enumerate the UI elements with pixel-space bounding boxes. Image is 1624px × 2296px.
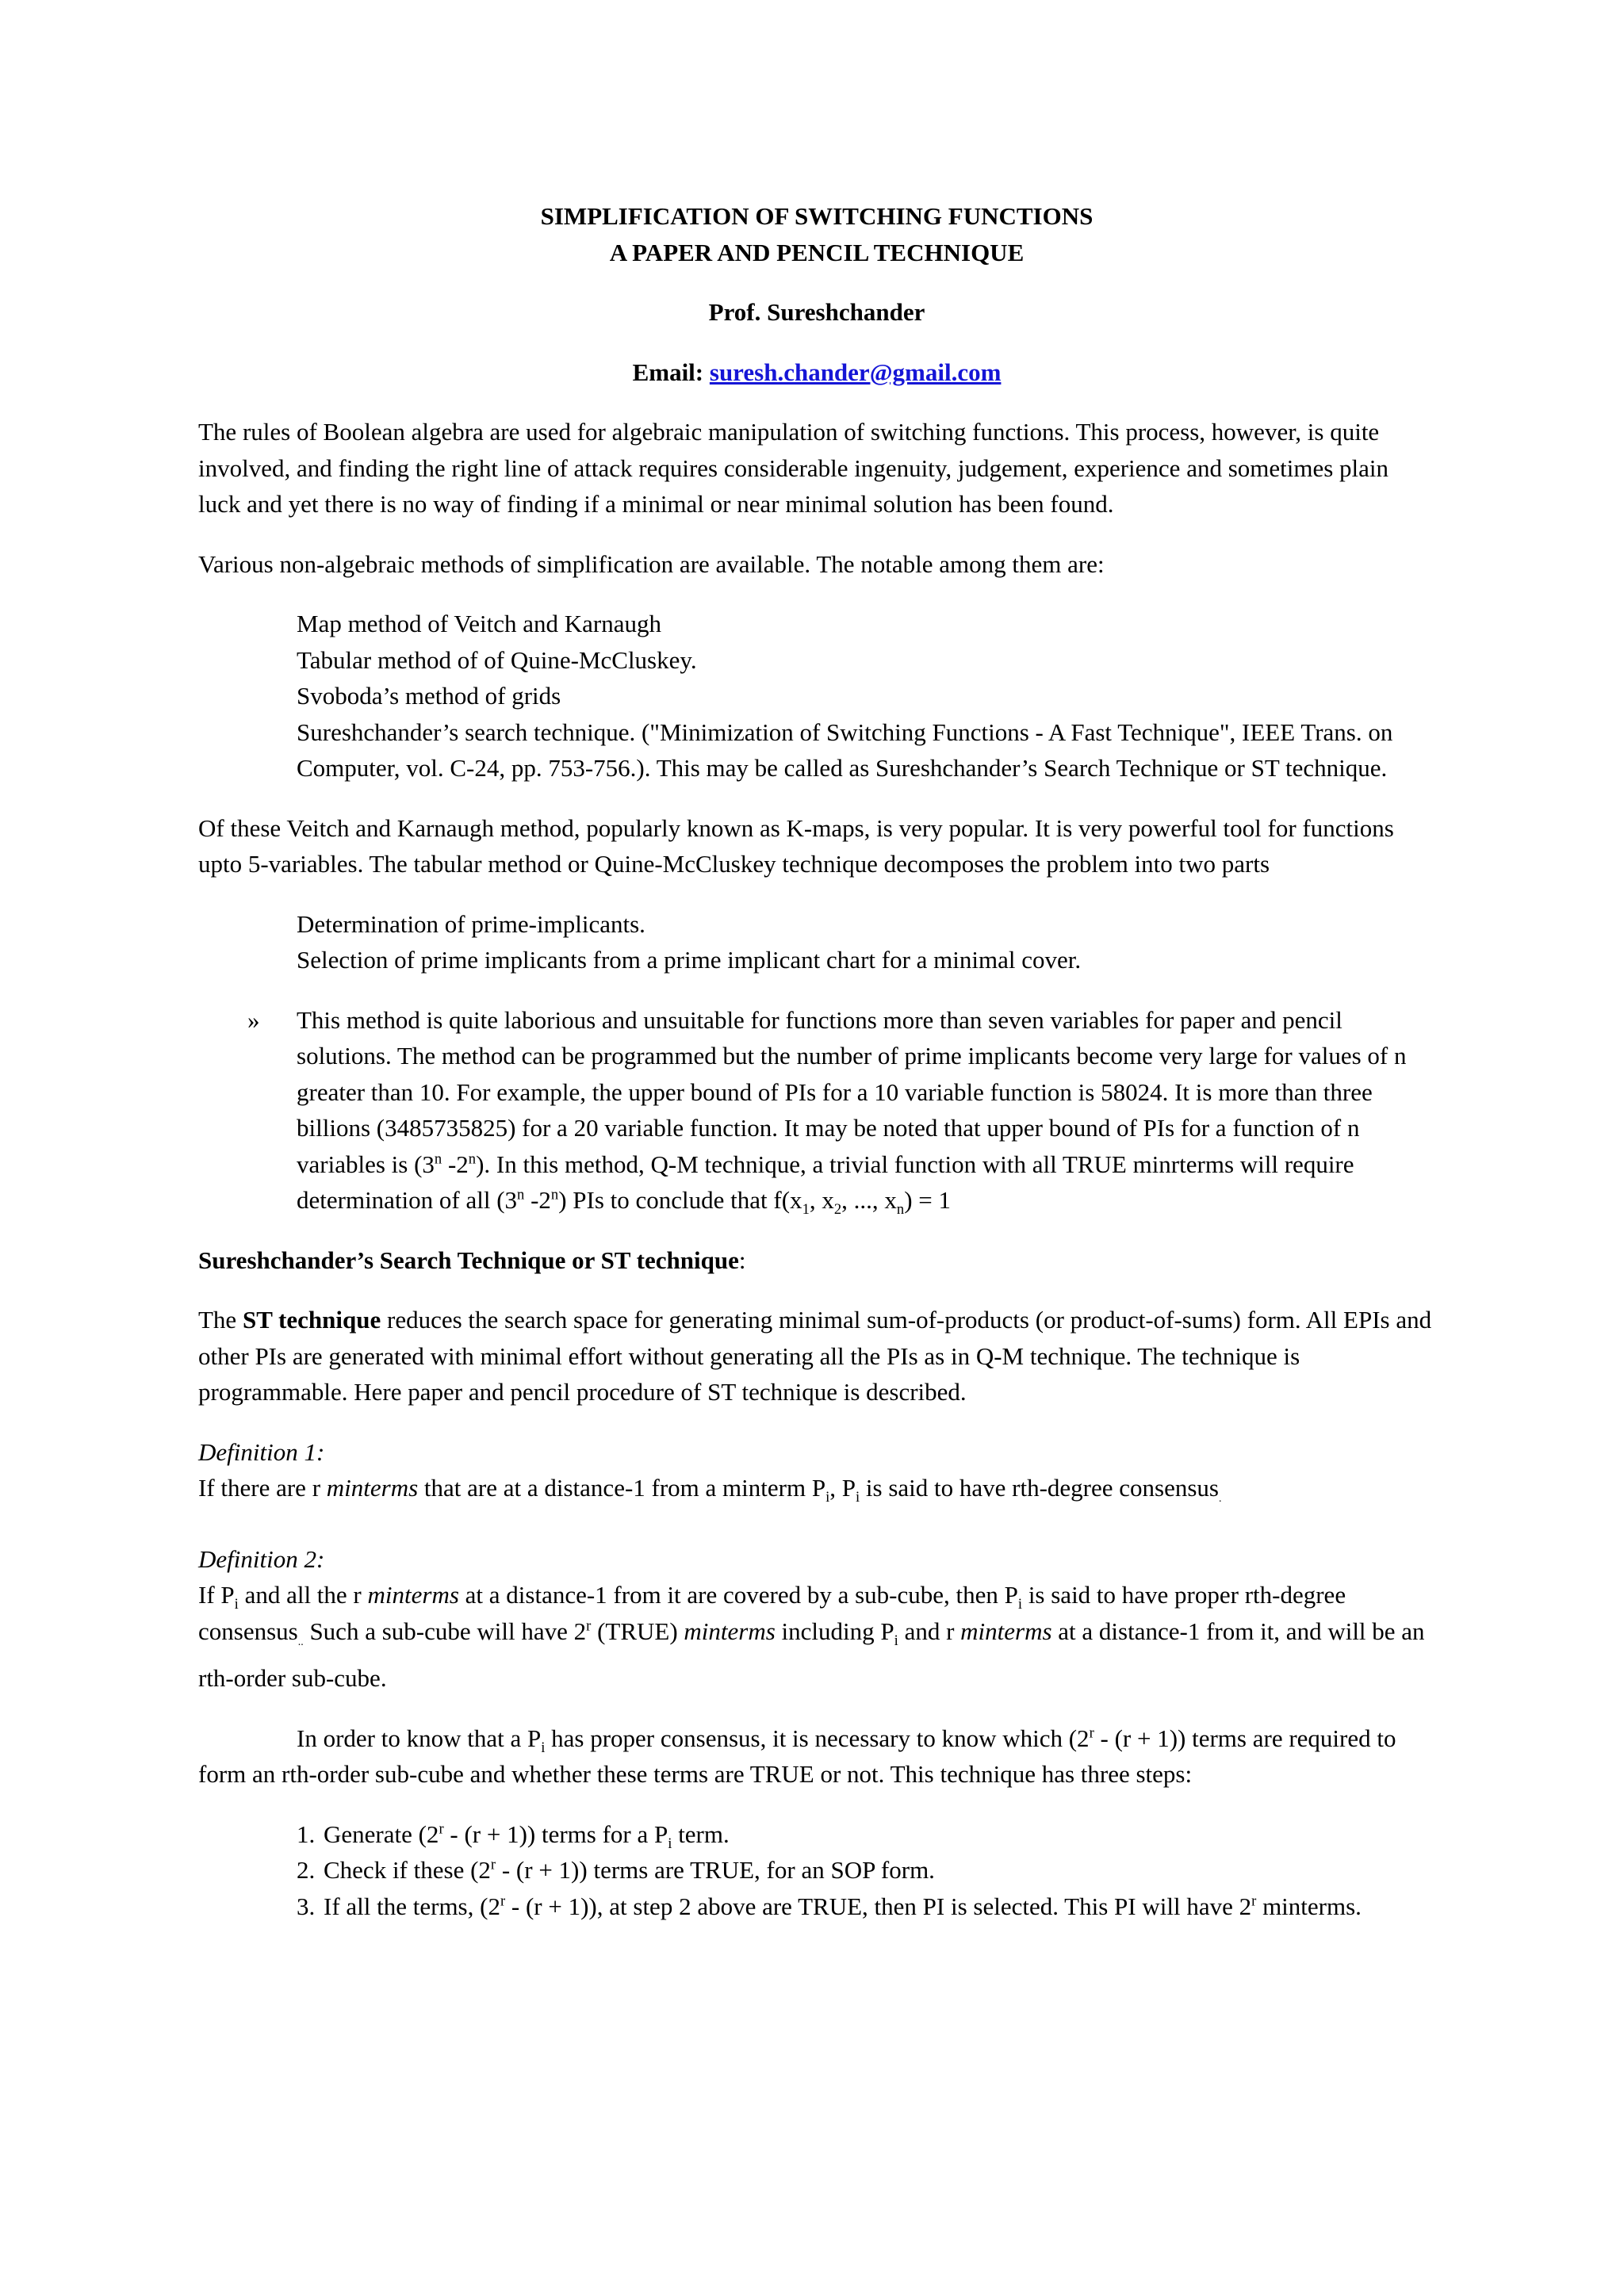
- methods-list: [297, 606, 1435, 786]
- email-link[interactable]: suresh.chander@gmail.com: [709, 358, 1002, 386]
- step-item: 2. Check if these (2$^r$ - (r + 1)) terms are TRUE, for an SOP form.: [297, 1856, 935, 1885]
- definition-2-text: If $P_i$ and all the r minterms at a distance-1 from it are covered by a sub-cube, then $P_i$ is said to have proper rth-degree consensus$_{..}$ Such a sub-cube will have 2$^r$ (TRUE) minterms including $P_i$ and r minterms at a distance-1 from it, and will be an rth-order sub-cube.: [198, 1581, 1425, 1693]
- definition-2-title: Definition 2:: [198, 1544, 325, 1573]
- document-page: [198, 198, 1435, 1924]
- qm-drawback-bullet: [247, 1002, 1435, 1219]
- method-item: Map method of Veitch and Karnaugh: [297, 610, 662, 637]
- intro-paragraph-1: The rules of Boolean algebra are used for algebraic manipulation of switching functions. This process, however, is quite involved, and finding the right line of attack requires considerable ingenuity, judgement, experience and sometimes plain luck and yet there is no way of finding if a minimal or near minimal solution has been found.: [198, 418, 1389, 518]
- steps-list: [198, 1816, 1435, 1925]
- title-line-1: SIMPLIFICATION OF SWITCHING FUNCTIONS: [540, 202, 1094, 230]
- definition-1-title: Definition 1:: [198, 1437, 325, 1466]
- author-email-line: [198, 354, 1435, 391]
- qm-part-item: Determination of prime-implicants.: [297, 909, 645, 938]
- definition-1-text: If there are r minterms that are at a distance-1 from a minterm $P_i$, $P_i$ is said to have rth-degree consensus$_.$: [198, 1474, 1222, 1506]
- proper-consensus-paragraph: In order to know that a $P_i$ has proper consensus, it is necessary to know which (2$^r$ - (r + 1)) terms are required to form an rth-order sub-cube and whether these terms are TRUE or not. This technique has three steps:: [198, 1724, 1396, 1789]
- qm-parts-list: [297, 906, 1435, 978]
- step-item: 1. Generate (2$^r$ - (r + 1)) terms for a $P_i$ term.: [297, 1820, 730, 1853]
- email-label: Email:: [632, 358, 704, 386]
- st-paragraph: The ST technique reduces the search space for generating minimal sum-of-products (or product-of-sums) form. All EPIs and other PIs are generated with minimal effort without generating all the PIs as in Q-M technique. The technique is programmable. Here paper and pencil procedure of ST technique is described.: [198, 1306, 1432, 1406]
- intro-paragraph-2: Various non-algebraic methods of simplification are available. The notable among them are:: [198, 549, 1105, 578]
- author-name: Prof. Sureshchander: [708, 298, 925, 326]
- kmap-paragraph: Of these Veitch and Karnaugh method, popularly known as K-maps, is very popular. It is very powerful tool for functions upto 5-variables. The tabular method or Quine-McCluskey technique decomposes the problem into two parts: [198, 813, 1394, 878]
- paper-title: [198, 198, 1435, 270]
- title-line-2: A PAPER AND PENCIL TECHNIQUE: [609, 238, 1025, 266]
- definition-1: [198, 1434, 1435, 1517]
- bullet-text: This method is quite laborious and unsuitable for functions more than seven variables for paper and pencil solutions. The method can be programmed but the number of prime implicants become very large for values of n greater than 10. For example, the upper bound of PIs for a 10 variable function is 58024. It is more than three billions (3485735825) for a 20 variable function. It may be noted that upper bound of PIs for a function of n variables is (3$^n$ -2$^n$). In this method, Q-M technique, a trivial function with all TRUE minrterms will require determination of all (3$^n$ -2$^n$) PIs to conclude that $f(x_1$, $x_2$, ..., $x_n) = 1$: [297, 1005, 1407, 1219]
- bullet-marker: »: [247, 1005, 260, 1034]
- step-item: 3. If all the terms, (2$^r$ - (r + 1)), at step 2 above are TRUE, then PI is selected. This PI will have 2$^r$ minterms.: [297, 1892, 1362, 1920]
- method-item: Svoboda’s method of grids: [297, 682, 561, 710]
- method-item: Sureshchander’s search technique. ("Minimization of Switching Functions - A Fast Technique", IEEE Trans. on Computer, vol. C-24, pp. 753-756.). This may be called as Sureshchander’s Search Technique or ST technique.: [297, 718, 1393, 782]
- qm-part-item: Selection of prime implicants from a prime implicant chart for a minimal cover.: [297, 946, 1082, 974]
- definition-2: [198, 1541, 1435, 1697]
- method-item: Tabular method of of Quine-McCluskey.: [297, 645, 697, 674]
- st-heading: Sureshchander’s Search Technique or ST technique:: [198, 1246, 746, 1274]
